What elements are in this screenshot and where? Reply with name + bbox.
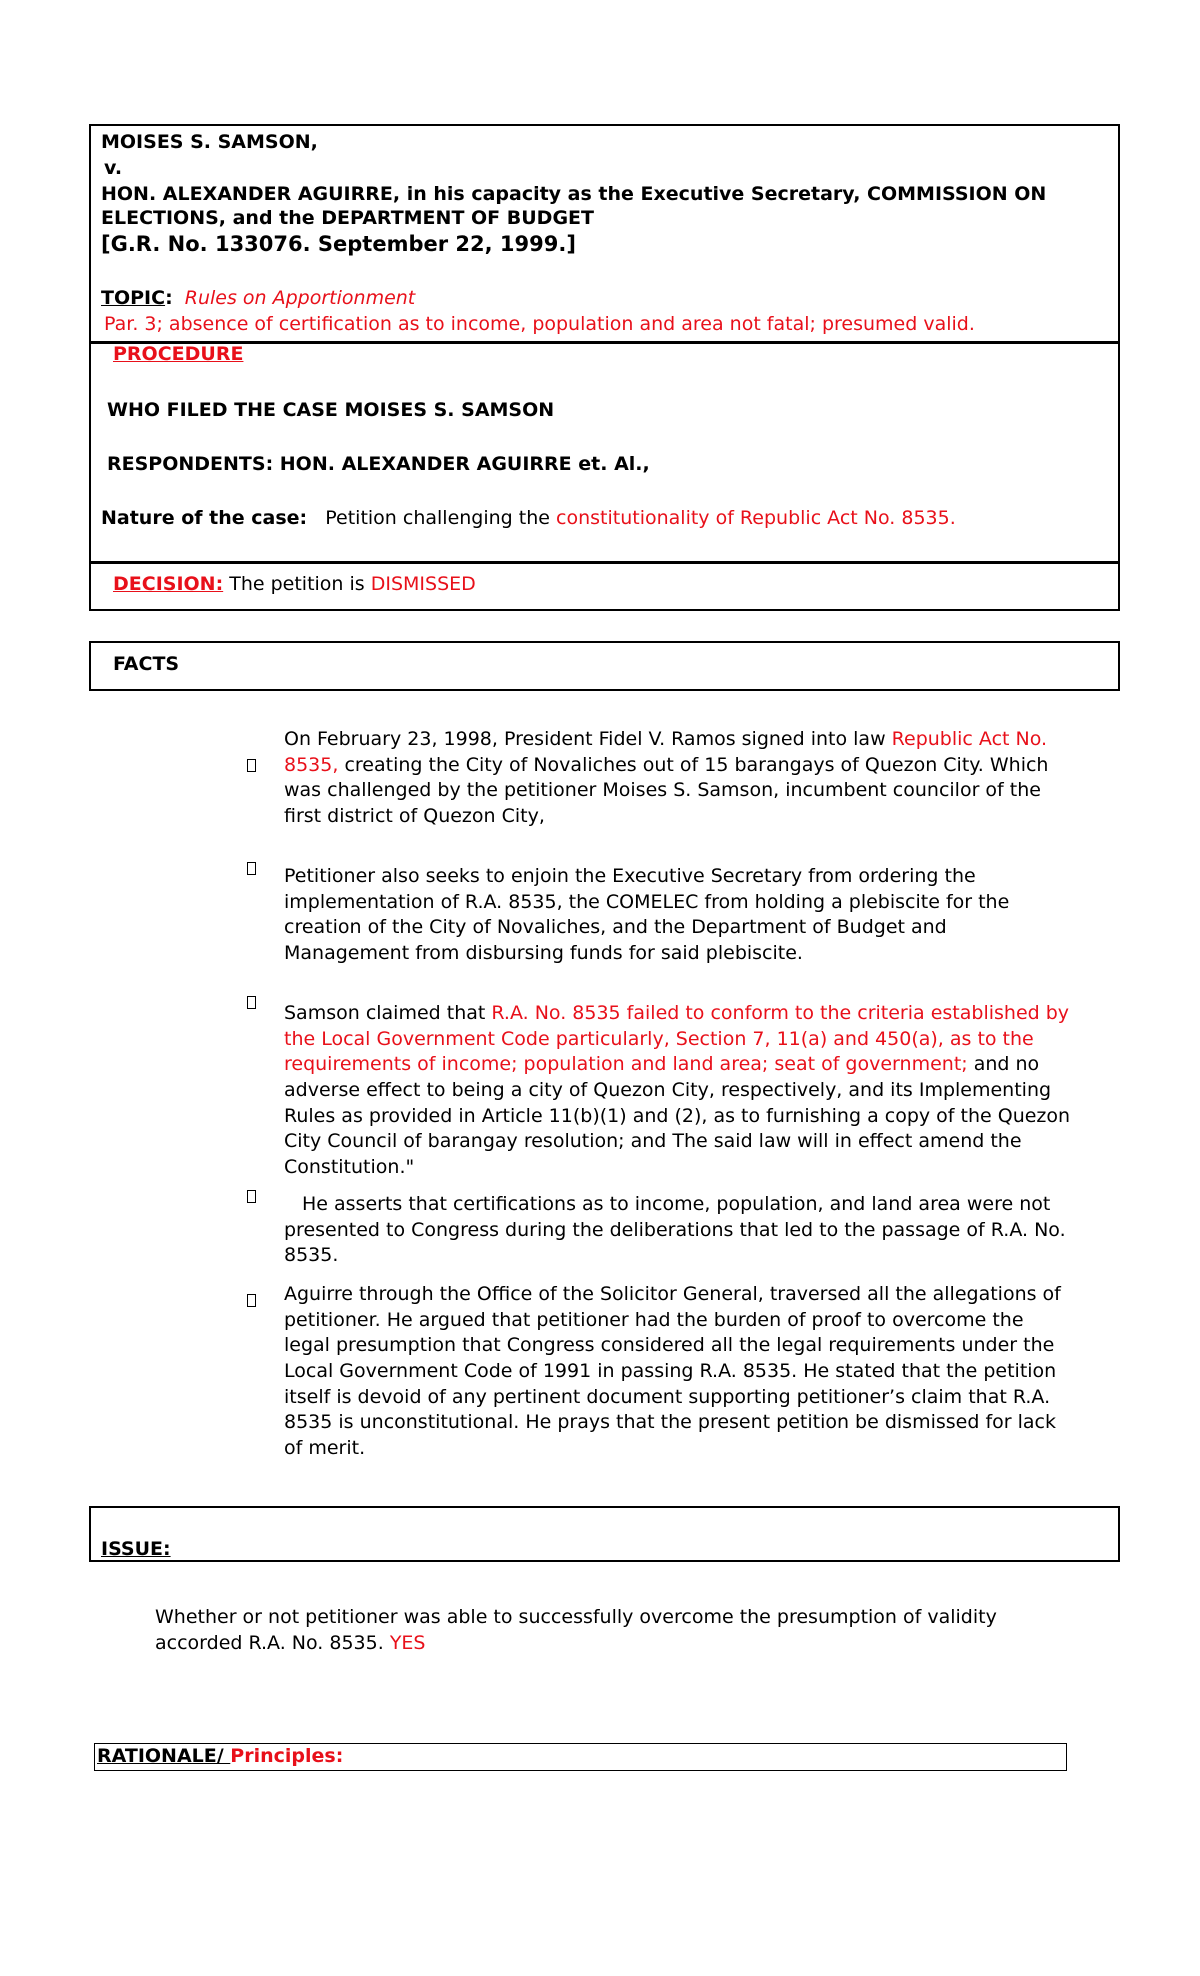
facts-paragraph-5: Aguirre through the Office of the Solicitor General, traversed all the allegations of petitioner. He argued that petitioner had the burden of proof to overcome the legal presumption that Congress considered all the legal requirements under the Local Government Code of 1991 in passing R.A. 8535. He stated that the petition itself is devoid of any pertinent document supporting petitioner’s claim that R.A. 8535 is unconstitutional. He prays that the present petition be dismissed for lack of merit. xyxy=(284,1283,1061,1459)
versus: v. xyxy=(104,157,123,179)
decision-label: DECISION: xyxy=(113,573,224,595)
issue-box xyxy=(89,1506,1120,1562)
bullet-icon xyxy=(247,1190,256,1203)
bullet-icon xyxy=(247,1294,256,1307)
topic-note: Par. 3; absence of certification as to income, population and area not fatal; presumed valid. xyxy=(104,313,975,335)
respondents-line: RESPONDENTS: HON. ALEXANDER AGUIRRE et. Al., xyxy=(107,453,650,475)
facts-paragraph-4: He asserts that certifications as to income, population, and land area were not presented to Congress during the deliberations that led to the passage of R.A. No. 8535. xyxy=(284,1193,1066,1267)
facts-p1-red: Republic Act No. 8535, xyxy=(284,728,1048,776)
petitioner-name: MOISES S. SAMSON, xyxy=(101,131,318,153)
issue-text xyxy=(155,1605,1055,1656)
rationale-label: RATIONALE/ xyxy=(97,1745,231,1767)
facts-paragraph-3 xyxy=(284,1001,1074,1180)
topic-line xyxy=(101,286,415,312)
facts-box xyxy=(89,641,1120,691)
decision-result: DISMISSED xyxy=(370,573,476,595)
procedure-heading: PROCEDURE xyxy=(113,343,244,365)
topic-label: TOPIC xyxy=(101,287,166,309)
facts-p1-text: On February 23, 1998, President Fidel V. Ramos signed into law xyxy=(284,728,892,750)
nature-label: Nature of the case: xyxy=(101,507,308,529)
nature-of-case xyxy=(101,506,956,532)
who-filed: WHO FILED THE CASE MOISES S. SAMSON xyxy=(107,399,555,421)
facts-p3-rest: and no adverse effect to being a city of Quezon City, respectively, and its Implementing Rules as provided in Article 11(b)(1) and (2), as to furnishing a copy of the Quezon City Council of barangay resolution; and The said law will in effect amend the Constitution." xyxy=(284,1053,1071,1178)
topic-value: Rules on Apportionment xyxy=(184,287,416,309)
facts-p1-rest: creating the City of Novaliches out of 15 barangays of Quezon City. Which was challenged by the petitioner Moises S. Samson, incumbent councilor of the first district of Quezon City, xyxy=(284,753,1049,827)
rationale-label-red: Principles: xyxy=(230,1745,344,1767)
decision-text: The petition is xyxy=(223,573,371,595)
facts-p3-red: R.A. No. 8535 failed to conform to the criteria established by the Local Government Code particularly, Section 7, 11(a) and 450(a), as to the requirements of income; population and land area; seat of government; xyxy=(284,1002,1070,1076)
facts-paragraph-1 xyxy=(284,727,1074,830)
issue-heading: ISSUE: xyxy=(101,1538,171,1560)
facts-p3-text: Samson claimed that xyxy=(284,1002,492,1024)
bullet-icon xyxy=(247,862,256,875)
topic-colon: : xyxy=(165,287,173,309)
respondents-title: HON. ALEXANDER AGUIRRE, in his capacity as the Executive Secretary, COMMISSION ON ELECTIONS, and the DEPARTMENT OF BUDGET xyxy=(101,183,1047,229)
decision-line xyxy=(113,572,476,598)
nature-text: Petition challenging the xyxy=(325,507,557,529)
facts-heading: FACTS xyxy=(113,653,180,675)
case-citation: [G.R. No. 133076. September 22, 1999.] xyxy=(101,232,576,256)
issue-answer: YES xyxy=(389,1631,426,1654)
rationale-heading xyxy=(97,1744,343,1770)
nature-red: constitutionality of Republic Act No. 8535. xyxy=(556,507,956,529)
issue-question: Whether or not petitioner was able to successfully overcome the presumption of validity accorded R.A. No. 8535. xyxy=(155,1606,997,1654)
bullet-icon xyxy=(247,996,256,1009)
facts-paragraph-2: Petitioner also seeks to enjoin the Executive Secretary from ordering the implementation of R.A. 8535, the COMELEC from holding a plebiscite for the creation of the City of Novaliches, and the Department of Budget and Management from disbursing funds for said plebiscite. xyxy=(284,865,1010,964)
bullet-icon xyxy=(247,759,256,772)
